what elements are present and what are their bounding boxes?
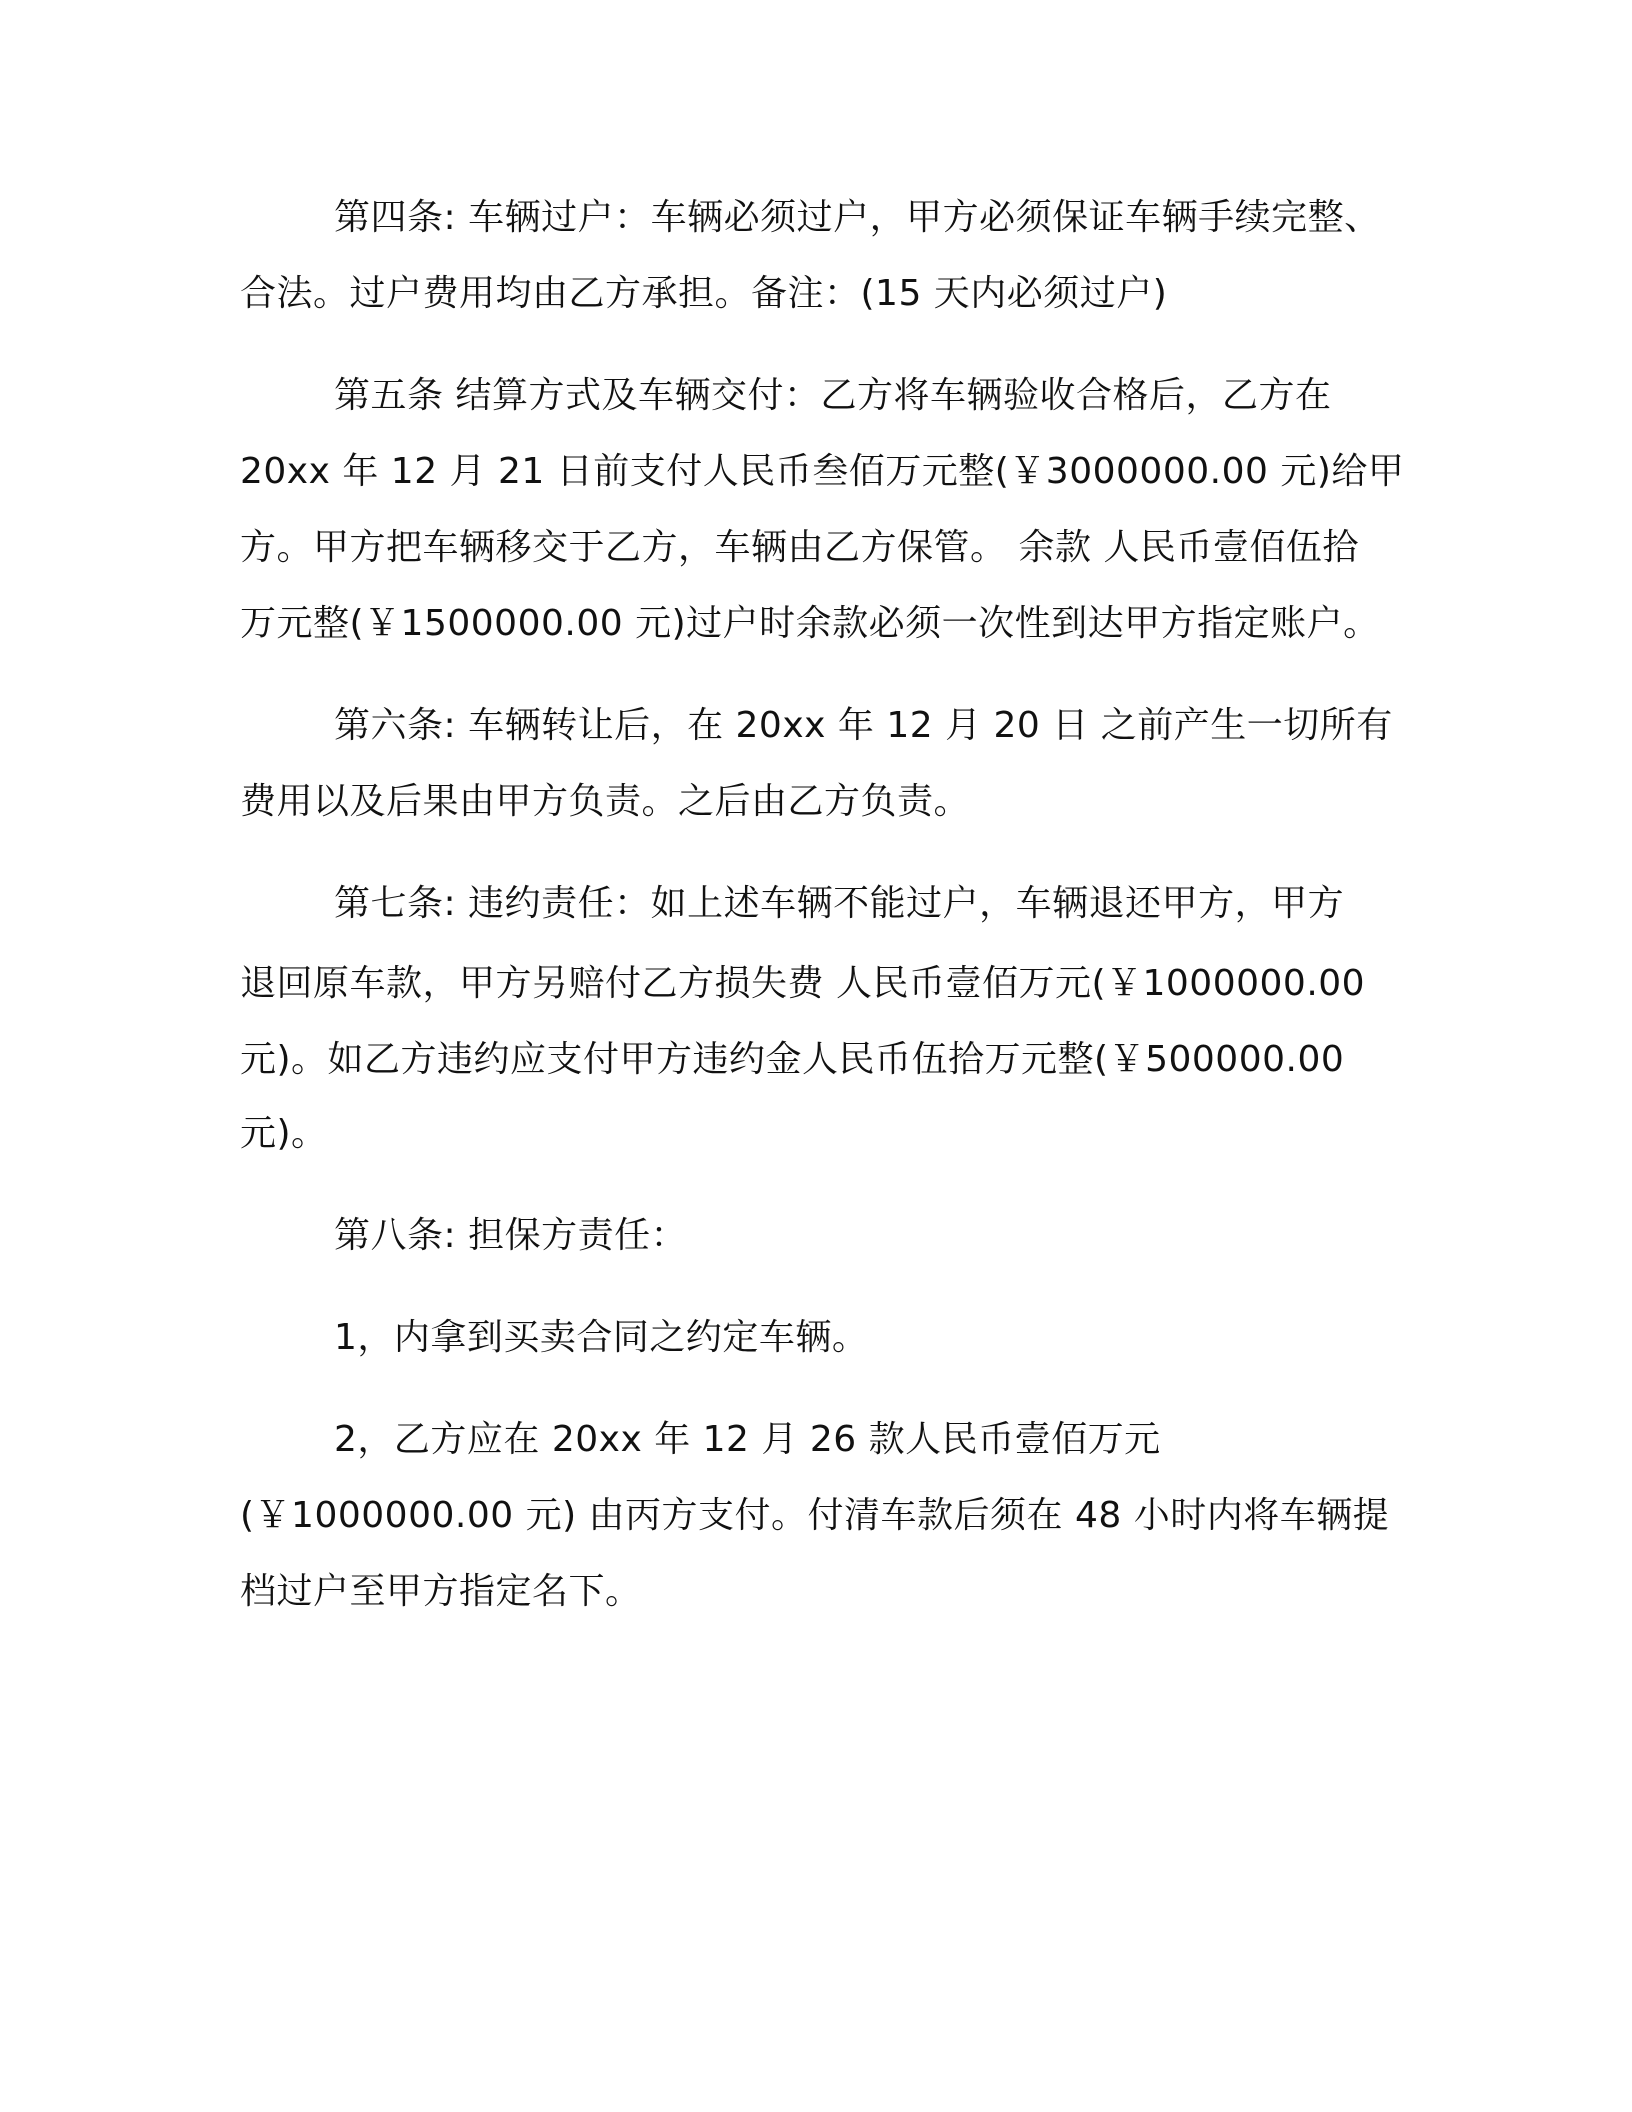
article-8-item-2-line-2: (￥1000000.00 元) 由丙方支付。付清车款后须在 48 小时内将车辆提 xyxy=(240,1495,1390,1536)
article-4-line-2: 合法。过户费用均由乙方承担。备注：(15 天内必须过户) xyxy=(240,273,1168,314)
article-6-line-1: 第六条: 车辆转让后，在 20xx 年 12 月 20 日 之前产生一切所有 xyxy=(334,705,1393,746)
article-8-item-2-line-3: 档过户至甲方指定名下。 xyxy=(240,1571,642,1612)
article-5-line-1: 第五条 结算方式及车辆交付：乙方将车辆验收合格后，乙方在 xyxy=(334,375,1332,416)
article-8-item-2-line-1: 2，乙方应在 20xx 年 12 月 26 款人民币壹佰万元 xyxy=(334,1419,1161,1460)
article-7-line-4: 元)。 xyxy=(240,1113,328,1154)
article-5-line-3: 方。甲方把车辆移交于乙方，车辆由乙方保管。 余款 人民币壹佰伍拾 xyxy=(240,527,1359,568)
article-8-heading: 第八条: 担保方责任： xyxy=(334,1215,688,1256)
article-7-line-3: 元)。如乙方违约应支付甲方违约金人民币伍拾万元整(￥500000.00 xyxy=(240,1039,1345,1080)
article-5-line-2: 20xx 年 12 月 21 日前支付人民币叁佰万元整(￥3000000.00 元)给甲 xyxy=(240,451,1405,492)
article-4-line-1: 第四条: 车辆过户：车辆必须过户，甲方必须保证车辆手续完整、 xyxy=(334,197,1381,238)
article-6-line-2: 费用以及后果由甲方负责。之后由乙方负责。 xyxy=(240,781,971,822)
article-7-line-1: 第七条: 违约责任：如上述车辆不能过户，车辆退还甲方，甲方 xyxy=(334,883,1345,924)
article-5-line-4: 万元整(￥1500000.00 元)过户时余款必须一次性到达甲方指定账户。 xyxy=(240,603,1380,644)
article-8-item-1: 1，内拿到买卖合同之约定车辆。 xyxy=(334,1317,869,1358)
article-7-line-2: 退回原车款，甲方另赔付乙方损失费 人民币壹佰万元(￥1000000.00 xyxy=(240,963,1366,1004)
